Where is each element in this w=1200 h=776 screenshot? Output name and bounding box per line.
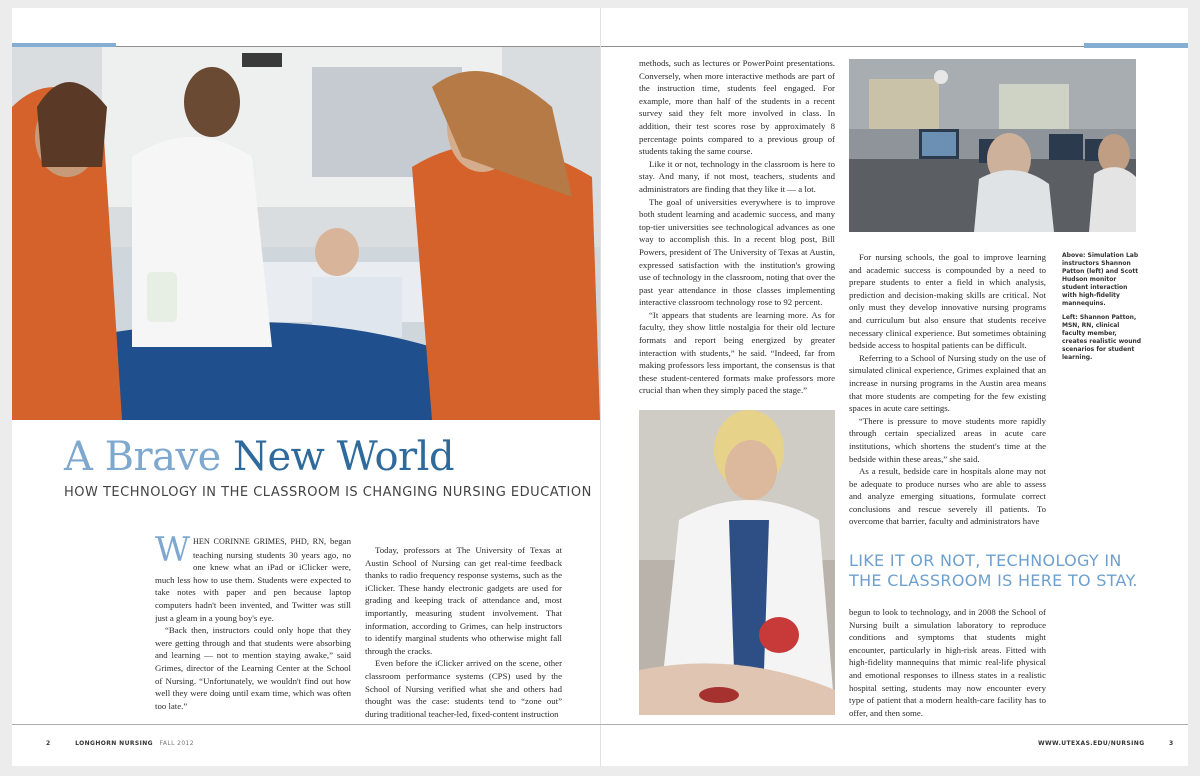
col1-paragraph-2: “Back then, instructors could only hope that they were getting through and that students were absorbing and learning — not to mention staying awake,” said Grimes, director of the Learning Center at the School of Nursing. “Unfortunately, we wouldn't find out how well they were doing until exam time, which was often too late.” [155,625,351,711]
photo-wound-scenario [639,410,835,715]
top-rule-right [601,46,1084,47]
col4-paragraph-4: As a result, bedside care in hospitals alone may not be adequate to produce nurses who are able to assess and analyze emerging situations, formulate correct conclusions and rescue severely ill patients. To overcome that barrier, faculty and administrators have [849,466,1046,527]
photo-students-with-mannequin [12,47,600,420]
body-column-2 [365,544,562,720]
page-number-left: 2 [46,740,51,747]
bottom-rule [12,724,1188,725]
photo-simulation-control-room [849,59,1136,232]
issue-date: FALL 2012 [159,740,194,747]
col2-paragraph-1: Today, professors at The University of Texas at Austin School of Nursing can get real-time feedback thanks to radio frequency response systems, such as the iClicker. These handy electronic gadgets are used for grading and keeping track of attendance and, most importantly, measuring student involvement. That information, according to Grimes, can help instructors to identify marginal students who otherwise might fall through the cracks. [365,545,562,656]
col3-paragraph-2: Like it or not, technology in the classroom is here to stay. And many, if not most, teachers, students and administrators are finding that they like it — a lot. [639,158,835,194]
body-column-1 [155,535,351,721]
pull-quote: LIKE IT OR NOT, TECHNOLOGY IN THE CLASSROOM IS HERE TO STAY. [849,551,1138,590]
caption-above: Above: Simulation Lab instructors Shannon Patton (left) and Scott Hudson monitor student interaction with high-fidelity mannequins. [1062,252,1139,307]
body-column-4 [849,251,1046,527]
photo-captions [1062,252,1142,368]
col1-paragraph-1: WHEN CORINNE GRIMES, PHD, RN, began teaching nursing students 30 years ago, no one knew what an iPad or iClicker were, much less how to use them. Students were expected to take notes with paper and pen because laptop computers hadn't been invented, and Twitter was still just a gleam in a young boy's eye. [155,535,351,623]
article-title: A Brave New World [64,434,455,480]
lead-smallcaps: HEN CORINNE GRIMES, PHD, RN, [192,537,327,546]
col4-paragraph-1: For nursing schools, the goal to improve learning and academic success is compounded by a need to prepare students to enter a field in which analysis, prediction and decision-making skills are critical. Not only must they develop innovative nursing programs and curriculum but also ensure that students receive necessary clinical experience. But sometimes obtaining bedside access to hospital patients can be difficult. [849,252,1046,351]
accent-bar-right [1084,43,1188,48]
drop-cap: W [155,535,190,570]
col5-paragraph-1: begun to look to technology, and in 2008 the School of Nursing built a simulation laboratory to reproduce conditions and symptoms that students might encounter, particularly in high-risk areas. Fitted with high-fidelity mannequins that mimic real-life physical and emotional responses to illness states in a realistic hospital setting, students may now encounter every type of patient that a modern health-care facility has to offer, and then some. [849,607,1046,718]
col4-paragraph-3: “There is pressure to move students more rapidly through certain specialized areas in acute care institutions, which shortens the student's time at the bedside within these areas,” she said. [849,415,1046,464]
col3-paragraph-4: “It appears that students are learning more. As for faculty, they show little nostalgia for their old lecture formats and report being energized by greater interaction with students,” he said. “Indeed, far from making professors less important, the consensus is that these student-centered formats make professors more crucial than when they simply paced the stage.” [639,309,835,396]
footer-right [1038,740,1174,747]
col3-paragraph-3: The goal of universities everywhere is to improve both student learning and academic success, and many top-tier universities see technological advances as one way to accomplish this. In a recent blog post, Bill Powers, president of The University of Texas at Austin, expressed satisfaction with the institution's growing use of technology in the classroom, noting that over the past year attendance in those classes implementing interactive classroom technology rose to 92 percent. [639,196,835,308]
page-number-right: 3 [1169,740,1174,747]
col3-paragraph-1: methods, such as lectures or PowerPoint presentations. Conversely, when more interactive methods are part of the instruction time, students feel engaged. For example, more than half of the students in a recent survey said they felt more involved in class. In addition, their test scores rose by approximately 8 percentage points compared to a previous group of students taking the same course. [639,58,835,157]
publication-name: LONGHORN NURSING [75,740,154,747]
col2-paragraph-2: Even before the iClicker arrived on the scene, other classroom performance systems (CPS) used by the School of Nursing verified what she and others had thought was the case: students tend to “zone out” during traditional teacher-led, fixed-content instruction [365,658,562,719]
body-column-3 [639,57,835,397]
caption-left: Left: Shannon Patton, MSN, RN, clinical faculty member, creates realistic wound scenarios for student learning. [1062,314,1142,361]
col4-paragraph-2: Referring to a School of Nursing study on the use of simulated clinical experience, Grimes explained that an increase in nursing programs in the Austin area means that more students are competing for the few existing spaces in acute care settings. [849,352,1046,414]
body-column-5 [849,606,1046,722]
article-subtitle: HOW TECHNOLOGY IN THE CLASSROOM IS CHANGING NURSING EDUCATION [64,485,592,500]
footer-url: WWW.UTEXAS.EDU/NURSING [1038,740,1145,747]
footer-left [46,740,194,747]
page-fold [600,8,601,766]
